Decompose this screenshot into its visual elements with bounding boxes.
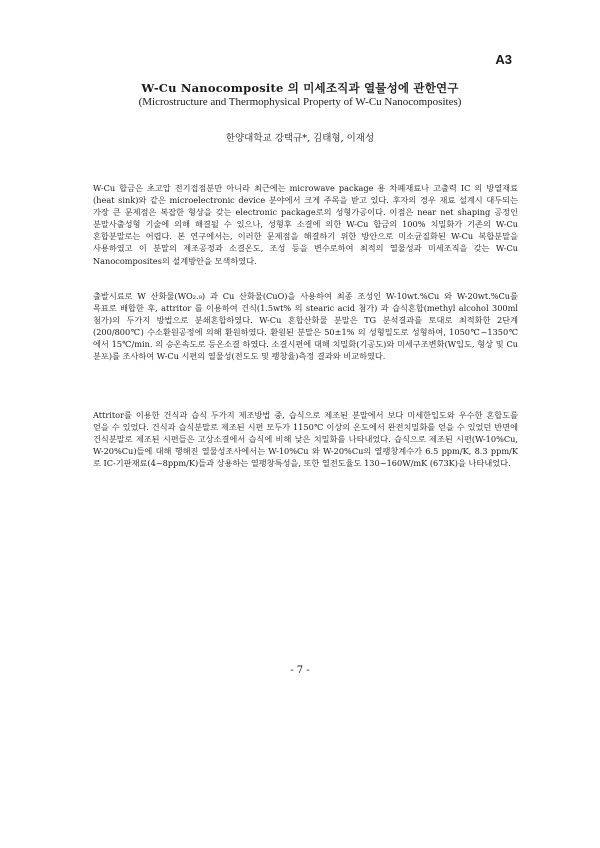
paper-title-korean: W-Cu Nanocomposite 의 미세조직과 열물성에 관한연구: [141, 81, 459, 95]
abstract-paragraph-3: Attritor를 이용한 건식과 습식 두가지 제조방법 중, 습식으로 제조된 분말에서 보다 미세한입도와 우수한 혼합도를 얻을 수 있었다. 건식과 습식분말로 제조된 시편 모두가 1150℃ 이상의 온도에서 완전치밀화를 얻을 수 있었던 반면에 건식분말로 제조된 시편들은 고상소결에서 습식에 비해 낮은 치밀화를 나타내었다. 습식으로 제조된 시편(W-10%Cu, W-20%Cu)들에 대해 행해진 열물성조사에서는 W-10%Cu 와 W-20%Cu의 열팽창계수가 6.5 ppm/K, 8.3 ppm/K 로 IC-기판재료(4~8ppm/K)들과 상용하는 열팽창특성을, 또한 열전도율도 130~160W/mK (673K)을 나타내었다.: [93, 410, 518, 469]
abstract-paragraph-2: 출발시료로 W 산화물(WO₂.₉) 과 Cu 산화물(CuO)을 사용하여 최종 조성인 W-10wt.%Cu 와 W-20wt.%Cu를 목표로 배합한 후, attritor 를 이용하여 건식(1.5wt% 의 stearic acid 첨가) 과 습식혼합(methyl alcohol 300ml 첨가)의 두가지 방법으로 분쇄혼합하였다. W-Cu 혼합산화물 분말은 TG 분석결과를 토대로 최적화한 2단계(200/800℃) 수소환원공정에 의해 환원하였다. 환원된 분말은 50±1% 의 성형밀도로 성형하여, 1050℃~1350℃ 에서 15℃/min. 의 승온속도로 등온소결 하였다. 소결시편에 대해 치밀화(기공도)와 미세구조변화(W입도, 형상 및 Cu 분포)를 조사하여 W-Cu 시편의 열물성(전도도 및 팽창율)측정 결과와 비교하였다.: [93, 291, 518, 362]
page-number: - 7 -: [290, 665, 310, 676]
paper-title-english: (Microstructure and Thermophysical Property of W-Cu Nanocomposites): [138, 96, 462, 108]
abstract-paragraph-1: W-Cu 합금은 초고압 전기접점분만 아니라 최근에는 microwave package 용 차폐재료나 고출력 IC 의 방열재료(heat sink)와 같은 microelectronic device 분야에서 크게 주목을 받고 있다. 후자의 경우 재료 설계시 대두되는 가장 큰 문제점은 복잡한 형상을 갖는 electronic package로의 성형가공이다. 이점은 near net shaping 공정인 분말사출성형 기술에 의해 해결될 수 있으나, 성형후 소결에 의한 W-Cu 합금의 100% 치밀화가 기존의 W-Cu 혼합분말로는 어렵다. 본 연구에서는, 이러한 문제점을 해결하기 위한 방안으로 미소균질화된 W-Cu 복합분말을 사용하였고 이 분말의 제조공정과 소결온도, 조성 등을 변수로하여 최적의 열물성과 미세조직을 갖는 W-Cu Nanocomposites의 설계방안을 모색하였다.: [93, 183, 518, 266]
page-code: A3: [495, 52, 512, 67]
author-line: 한양대학교 강택규*, 김태형, 이재성: [225, 133, 375, 144]
